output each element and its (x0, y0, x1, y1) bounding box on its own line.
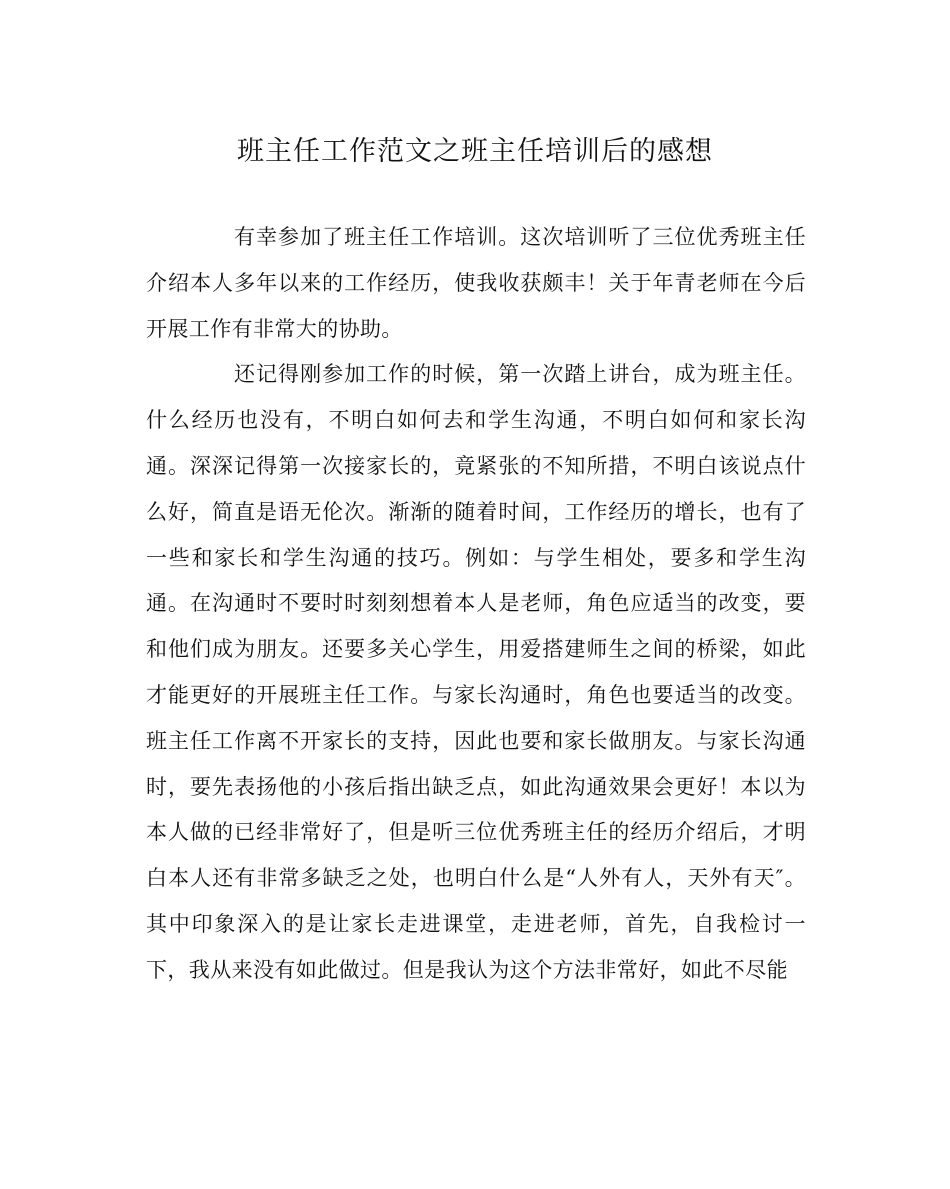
paragraph-1: 有幸参加了班主任工作培训。这次培训听了三位优秀班主任介绍本人多年以来的工作经历，使我收获颇丰！关于年青老师在今后开展工作有非常大的协助。 (146, 225, 806, 341)
document-body (146, 215, 806, 994)
document-title: 班主任工作范文之班主任培训后的感想 (237, 136, 713, 167)
paragraph-2: 还记得刚参加工作的时候，第一次踏上讲台，成为班主任。什么经历也没有，不明白如何去和学生沟通，不明白如何和家长沟通。深深记得第一次接家长的，竟紧张的不知所措，不明白该说点什么好，简直是语无伦次。渐渐的随着时间，工作经历的增长，也有了一些和家长和学生沟通的技巧。例如：与学生相处，要多和学生沟通。在沟通时不要时时刻刻想着本人是老师，角色应适当的改变，要和他们成为朋友。还要多关心学生，用爱搭建师生之间的桥梁，如此才能更好的开展班主任工作。与家长沟通时，角色也要适当的改变。班主任工作离不开家长的支持，因此也要和家长做朋友。与家长沟通时，要先表扬他的小孩后指出缺乏点，如此沟通效果会更好！本以为本人做的已经非常好了，但是听三位优秀班主任的经历介绍后，才明白本人还有非常多缺乏之处，也明白什么是“人外有人，天外有天″。其中印象深入的是让家长走进课堂，走进老师，首先，自我检讨一下，我从来没有如此做过。但是我认为这个方法非常好，如此不尽能 (146, 362, 806, 982)
